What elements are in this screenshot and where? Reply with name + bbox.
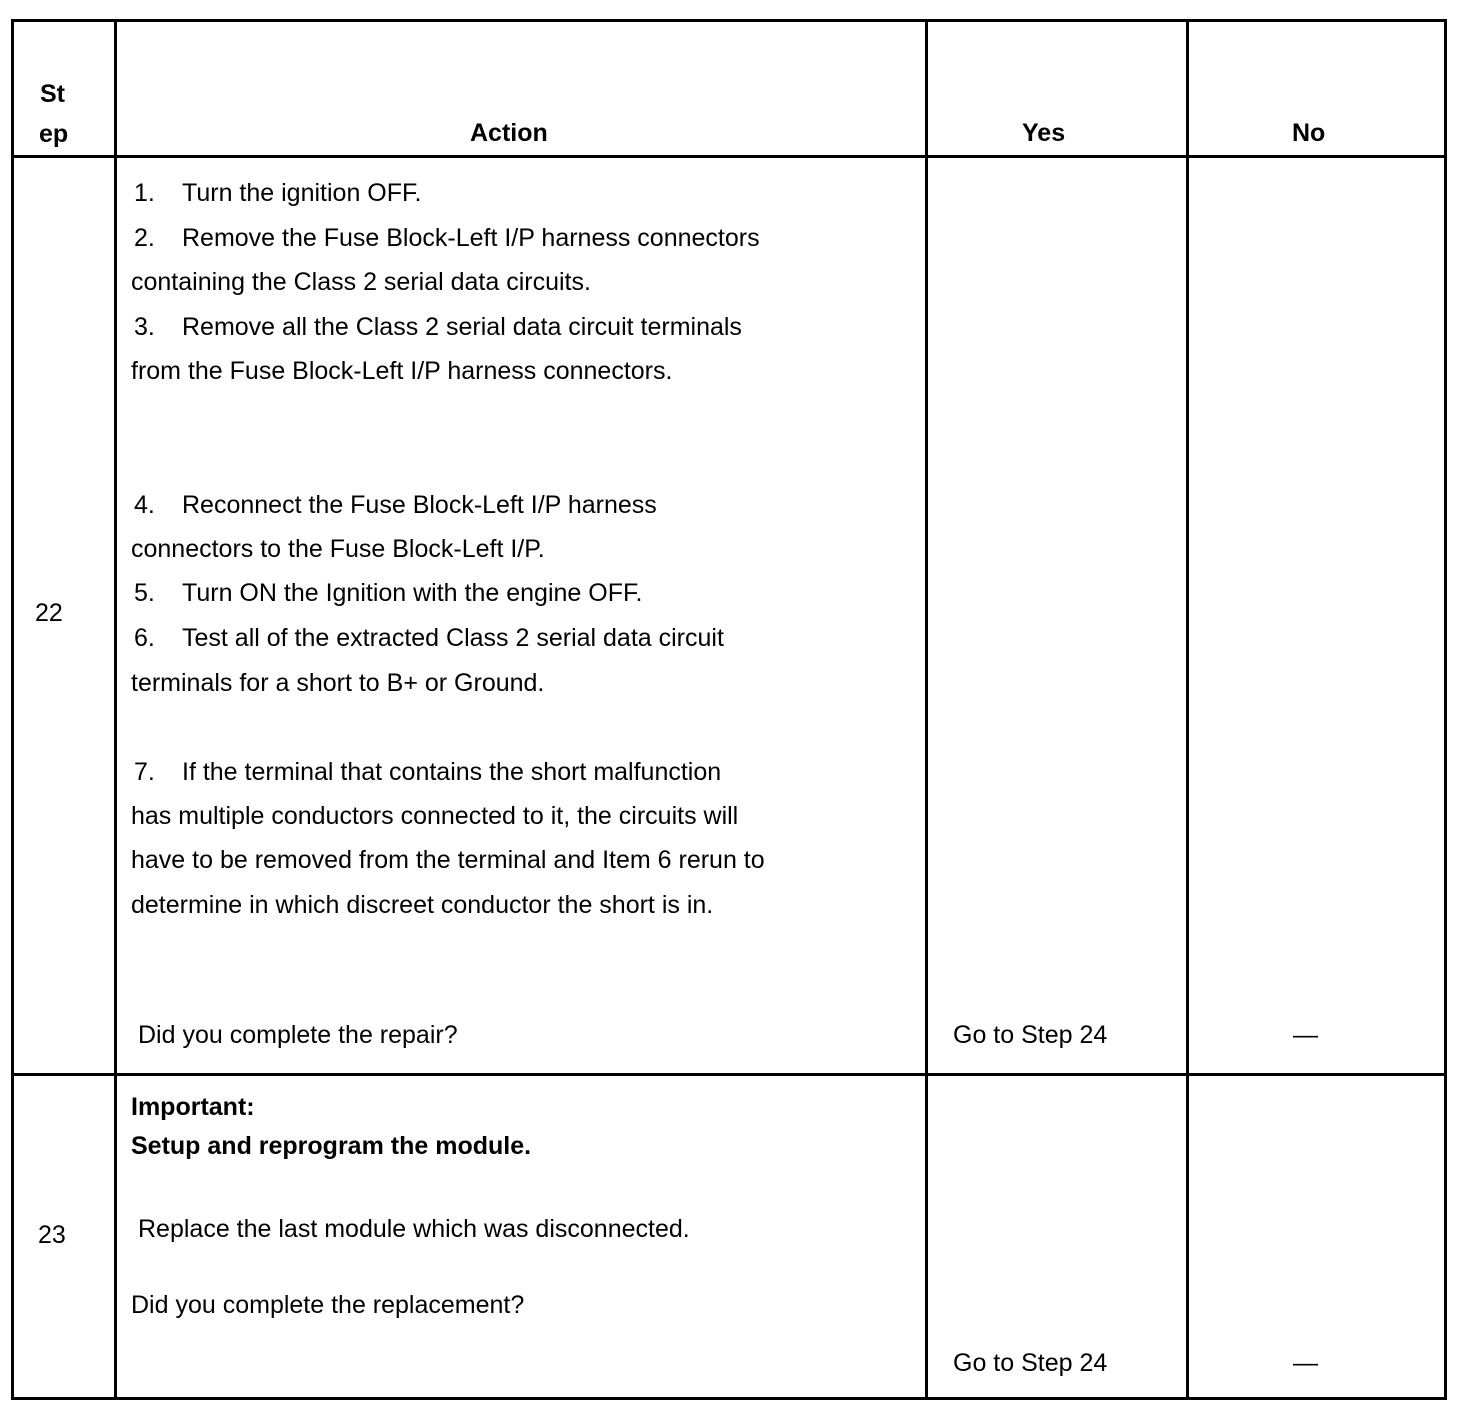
header-yes: Yes <box>1022 119 1066 147</box>
action-item-6: 6. Test all of the extracted Class 2 serial data circuit <box>134 624 724 652</box>
action-item-3: 3. Remove all the Class 2 serial data circuit terminals <box>134 313 742 341</box>
action-item-7-cont-3: determine in which discreet conductor the short is in. <box>131 891 714 919</box>
column-divider-step <box>114 22 117 1397</box>
action-item-3-cont: from the Fuse Block-Left I/P harness connectors. <box>131 357 673 385</box>
question-22: Did you complete the repair? <box>138 1021 458 1049</box>
action-item-6-cont: terminals for a short to B+ or Ground. <box>131 669 545 697</box>
yes-result-23: Go to Step 24 <box>953 1349 1108 1377</box>
no-result-22: — <box>1293 1021 1318 1049</box>
action-item-7-cont-2: have to be removed from the terminal and Item 6 rerun to <box>131 846 765 874</box>
header-step-line1: St <box>40 80 65 108</box>
action-item-7: 7. If the terminal that contains the short malfunction <box>134 758 722 786</box>
action-item-4: 4. Reconnect the Fuse Block-Left I/P harness <box>134 491 657 519</box>
action-item-5: 5. Turn ON the Ignition with the engine OFF. <box>134 579 643 607</box>
step-number-22: 22 <box>35 599 63 627</box>
no-result-23: — <box>1293 1349 1318 1377</box>
row-divider-22-23 <box>14 1073 1444 1076</box>
action-item-1: 1. Turn the ignition OFF. <box>134 179 422 207</box>
step-number-23: 23 <box>38 1221 66 1249</box>
column-divider-action <box>925 22 928 1397</box>
action-item-4-cont: connectors to the Fuse Block-Left I/P. <box>131 535 545 563</box>
header-step-line2: ep <box>39 120 69 148</box>
action-item-7-cont-1: has multiple conductors connected to it, the circuits will <box>131 802 739 830</box>
column-divider-yes <box>1186 22 1189 1397</box>
replace-instruction: Replace the last module which was disconnected. <box>138 1215 690 1243</box>
question-23: Did you complete the replacement? <box>131 1291 525 1319</box>
header-action: Action <box>470 119 548 147</box>
action-item-2: 2. Remove the Fuse Block-Left I/P harness connectors <box>134 224 760 252</box>
header-no: No <box>1292 119 1326 147</box>
important-text: Setup and reprogram the module. <box>131 1132 532 1160</box>
yes-result-22: Go to Step 24 <box>953 1021 1108 1049</box>
header-row-divider <box>14 155 1444 158</box>
action-item-2-cont: containing the Class 2 serial data circuits. <box>131 268 591 296</box>
important-label: Important: <box>131 1093 255 1121</box>
